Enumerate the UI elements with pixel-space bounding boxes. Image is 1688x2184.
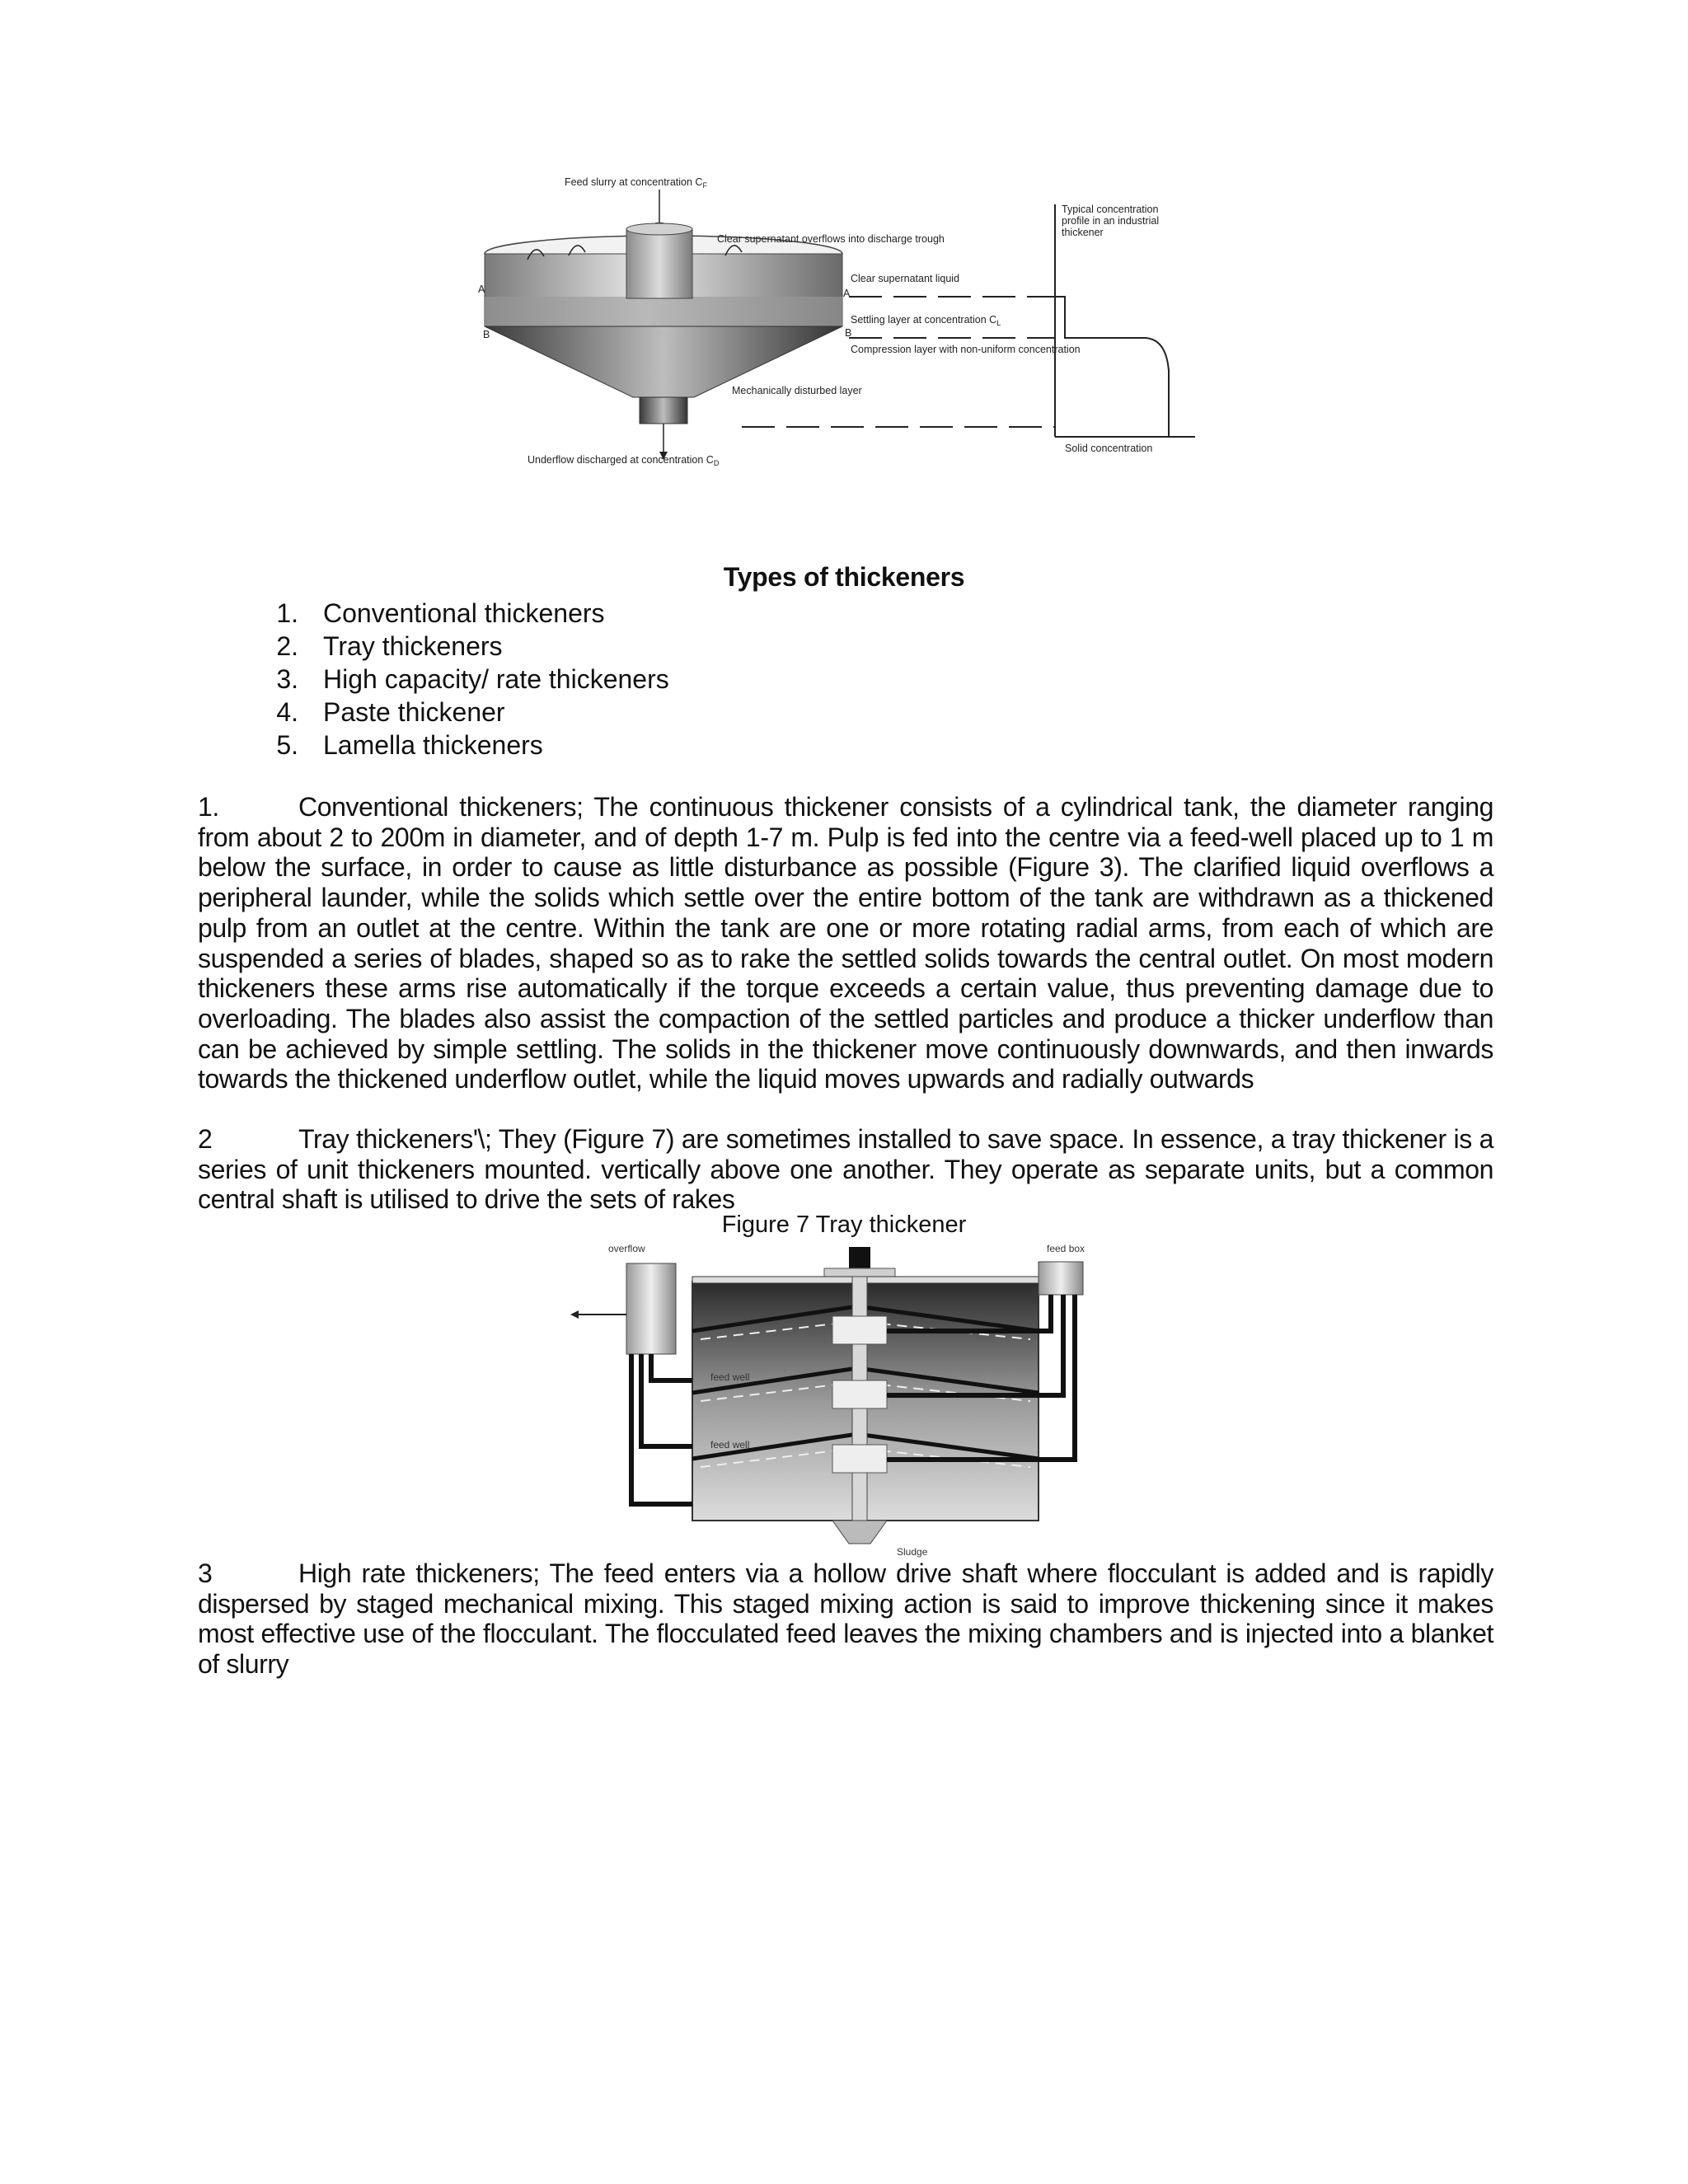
paragraph-tray: 2 Tray thickeners'\; They (Figure 7) are sometimes installed to save space. In essence, a tray thickener is a series of unit thickeners mounted. vertically above one another. They operate as separate units, but a common central shaft is utilised to drive the sets of rakes xyxy=(198,1124,1493,1215)
feed-well-top xyxy=(626,223,692,235)
compression-label: Compression layer with non-uniform concentration xyxy=(851,344,1081,355)
feed-label: Feed slurry at concentration $C_F$ xyxy=(565,176,707,190)
overflow-arrow xyxy=(570,1310,579,1319)
profile-label-3: thickener xyxy=(1062,227,1104,238)
list-item: 5. Lamella thickeners xyxy=(276,730,543,760)
label-a-right: A xyxy=(843,288,851,299)
feed-well-box-1 xyxy=(832,1316,887,1344)
sludge-cone xyxy=(832,1521,887,1544)
feed-box-label: feed box xyxy=(1047,1243,1085,1254)
label-b-left: B xyxy=(483,329,490,340)
profile-curve xyxy=(1055,297,1169,437)
types-heading: Types of thickeners xyxy=(723,562,965,592)
clear-liquid-label: Clear supernatant liquid xyxy=(851,273,960,284)
list-item: 4. Paste thickener xyxy=(276,697,505,727)
list-item: 2. Tray thickeners xyxy=(276,631,503,661)
figure-7-caption: Figure 7 Tray thickener xyxy=(721,1212,967,1238)
overflow-box xyxy=(626,1263,676,1354)
list-item: 3. High capacity/ rate thickeners xyxy=(276,664,669,694)
tray-thickener-diagram xyxy=(569,1240,1113,1558)
feed-well-label-1: feed well xyxy=(710,1371,750,1383)
overflow-pipe-1 xyxy=(651,1354,692,1380)
list-item: 1. Conventional thickeners xyxy=(276,598,605,628)
overflow-label: overflow xyxy=(608,1243,645,1254)
drive-motor xyxy=(849,1247,870,1268)
settling-band xyxy=(485,297,842,326)
feed-well-box-3 xyxy=(832,1445,887,1473)
profile-label-2: profile in an industrial xyxy=(1062,215,1160,227)
overflow-label: Clear supernatant overflows into discharge trough xyxy=(717,233,945,245)
paragraph-high-rate: 3 High rate thickeners; The feed enters via a hollow drive shaft where flocculant is added and is rapidly dispersed by staged mechanical mixing. This staged mixing action is said to improve thickening since it makes most effective use of the flocculant. The flocculated feed leaves the mixing chambers and is injected into a blanket of slurry xyxy=(198,1558,1493,1680)
thickener-diagram-svg xyxy=(478,165,1220,486)
drive-bridge xyxy=(824,1268,895,1277)
feed-well-box-2 xyxy=(832,1380,887,1408)
label-a-left: A xyxy=(478,284,485,295)
solid-conc-label: Solid concentration xyxy=(1065,443,1153,454)
feed-well xyxy=(626,229,692,298)
feed-well-label-2: feed well xyxy=(710,1439,750,1451)
tray-thickener-svg xyxy=(569,1240,1113,1558)
settling-label: Settling layer at concentration $C_L$ xyxy=(851,314,1001,327)
types-list xyxy=(239,597,669,762)
paragraph-conventional: 1. Conventional thickeners; The continuous thickener consists of a cylindrical tank, the diameter ranging from about 2 to 200m in diameter, and of depth 1-7 m. Pulp is fed into the centre via a feed-well placed up to 1 m below the surface, in order to cause as little disturbance as possible (Figure 3). The clarified liquid overflows a peripheral launder, while the solids which settle over the entire bottom of the tank are withdrawn as a thickened pulp from an outlet at the centre. Within the tank are one or more rotating radial arms, from each of which are suspended a series of blades, shaped so as to rake the settled solids towards the central outlet. On most modern thickeners these arms rise automatically if the torque exceeds a certain value, thus preventing damage due to overloading. The blades also assist the compaction of the settled particles and produce a thicker underflow than can be achieved by simple settling. The solids in the thickener move continuously downwards, and then inwards towards the thickened underflow outlet, while the liquid moves upwards and radially outwards xyxy=(198,792,1493,1094)
feed-box xyxy=(1039,1262,1083,1295)
sludge-label: Sludge xyxy=(897,1546,928,1558)
label-b-right: B xyxy=(845,327,852,339)
disturbed-label: Mechanically disturbed layer xyxy=(732,385,862,396)
outlet-pipe xyxy=(640,397,687,424)
profile-label-1: Typical concentration xyxy=(1062,204,1159,215)
underflow-label: Underflow discharged at concentration $C_D$ xyxy=(528,454,720,467)
thickener-diagram xyxy=(478,165,1220,486)
